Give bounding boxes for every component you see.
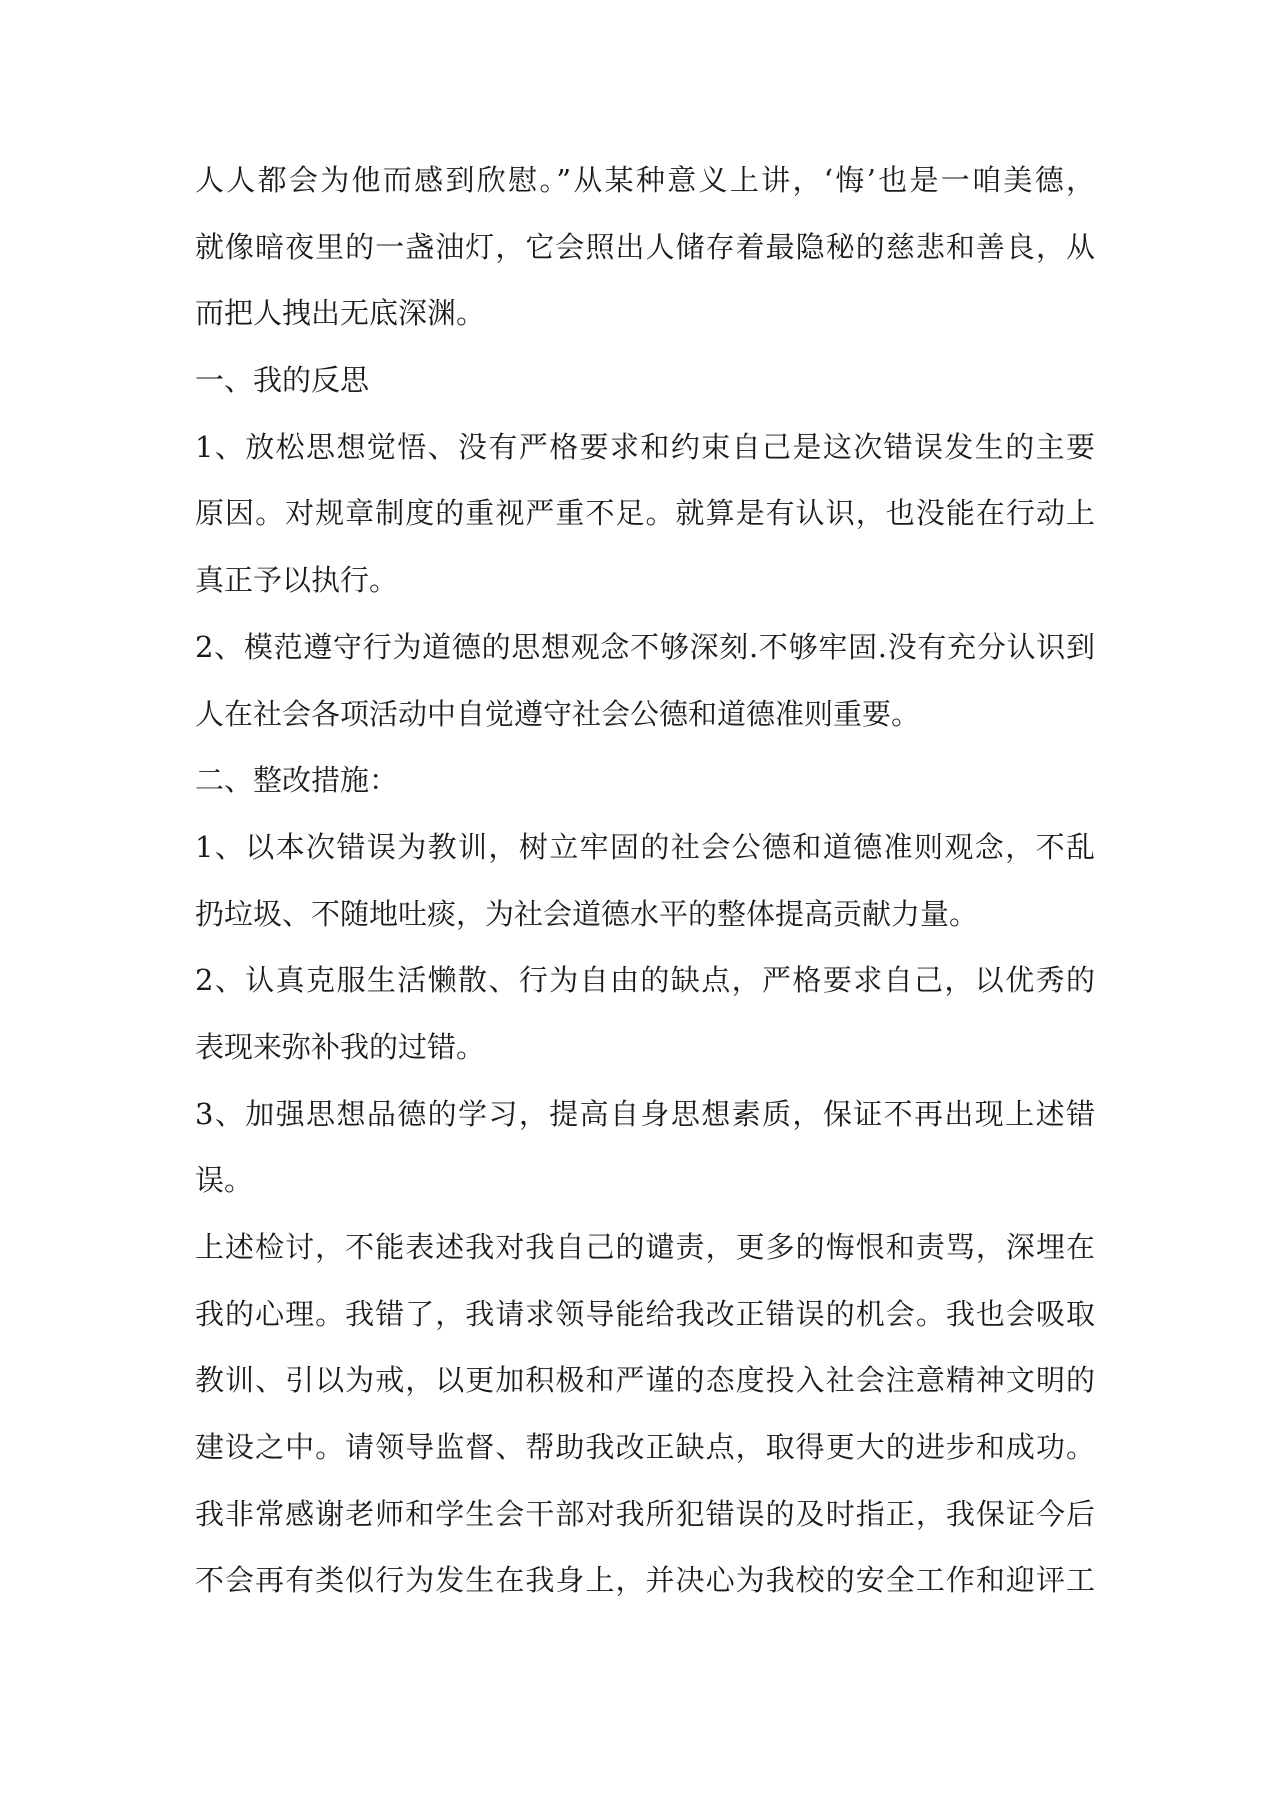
- text-line: 扔垃圾、不随地吐痰，为社会道德水平的整体提高贡献力量。: [195, 896, 979, 931]
- section-heading: 一、我的反思: [195, 363, 370, 398]
- text-line: 1、放松思想觉悟、没有严格要求和约束自己是这次错误发生的主要: [195, 429, 1095, 464]
- section-heading: 二、整改措施：: [195, 763, 399, 798]
- text-line: 原因。对规章制度的重视严重不足。就算是有认识，也没能在行动上: [195, 496, 1095, 531]
- text-line: 2、模范遵守行为道德的思想观念不够深刻.不够牢固.没有充分认识到: [195, 629, 1095, 664]
- text-line: 人在社会各项活动中自觉遵守社会公德和道德准则重要。: [195, 696, 921, 731]
- text-line: 人人都会为他而感到欣慰。”从某种意义上讲，‘悔’也是一咱美德，: [195, 163, 1095, 197]
- text-line: 误。: [195, 1163, 254, 1198]
- text-line: 我非常感谢老师和学生会干部对我所犯错误的及时指正，我保证今后: [195, 1496, 1095, 1531]
- text-line: 建设之中。请领导监督、帮助我改正缺点，取得更大的进步和成功。: [195, 1430, 1095, 1465]
- text-line: 不会再有类似行为发生在我身上，并决心为我校的安全工作和迎评工: [195, 1563, 1095, 1598]
- text-line: 2、认真克服生活懒散、行为自由的缺点，严格要求自己，以优秀的: [195, 963, 1095, 998]
- text-line: 我的心理。我错了，我请求领导能给我改正错误的机会。我也会吸取: [195, 1296, 1095, 1331]
- text-line: 1、以本次错误为教训，树立牢固的社会公德和道德准则观念，不乱: [195, 829, 1095, 864]
- text-line: 真正予以执行。: [195, 563, 399, 598]
- text-line: 上述检讨，不能表述我对我自己的谴责，更多的悔恨和责骂，深埋在: [195, 1230, 1095, 1264]
- text-line: 教训、引以为戒，以更加积极和严谨的态度投入社会注意精神文明的: [195, 1363, 1095, 1398]
- text-line: 3、加强思想品德的学习，提高自身思想素质，保证不再出现上述错: [195, 1096, 1095, 1131]
- text-line: 表现来弥补我的过错。: [195, 1029, 486, 1064]
- document-body: [195, 147, 1095, 1614]
- text-line: 而把人拽出无底深渊。: [195, 296, 486, 331]
- text-line: 就像暗夜里的一盏油灯，它会照出人储存着最隐秘的慈悲和善良，从: [195, 229, 1095, 264]
